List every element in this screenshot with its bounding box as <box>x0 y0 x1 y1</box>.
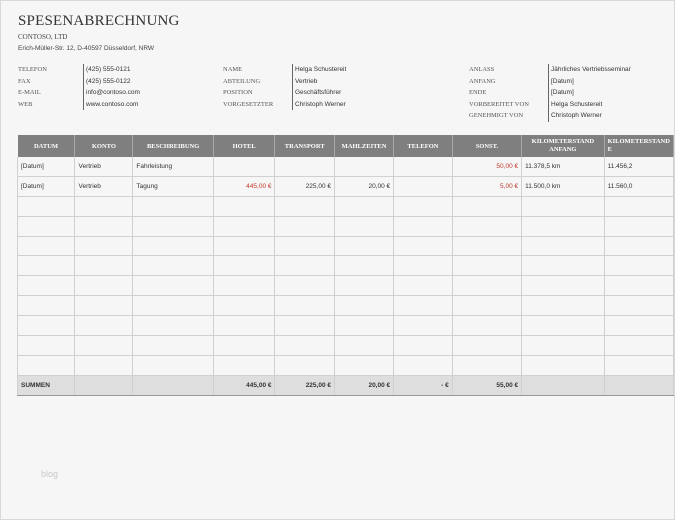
table-cell[interactable] <box>18 256 75 276</box>
table-cell[interactable] <box>335 336 394 356</box>
totals-hotel: 445,00 € <box>213 375 275 395</box>
column-header-konto[interactable]: KONTO <box>75 135 133 157</box>
contact-label: E-MAIL <box>18 89 41 96</box>
table-cell[interactable] <box>522 336 604 356</box>
table-cell[interactable] <box>452 196 521 216</box>
table-cell[interactable] <box>75 256 133 276</box>
table-cell[interactable] <box>275 336 335 356</box>
contact-value: (425) 555-0121 <box>86 66 131 73</box>
table-cell[interactable]: 11.500,0 km <box>522 176 604 196</box>
table-row-empty <box>18 236 674 256</box>
table-cell[interactable] <box>335 355 394 375</box>
table-cell[interactable] <box>75 316 133 336</box>
table-cell[interactable] <box>133 316 214 336</box>
table-cell[interactable]: [Datum] <box>18 176 75 196</box>
employee-label: VORGESETZTER <box>223 100 274 108</box>
table-cell[interactable]: 11.560,0 <box>604 176 673 196</box>
table-cell[interactable] <box>522 355 604 375</box>
table-cell[interactable] <box>335 296 394 316</box>
totals-cell <box>522 375 604 395</box>
table-cell[interactable] <box>18 196 75 216</box>
trip-label: ENDE <box>469 89 487 96</box>
table-row-empty <box>18 296 674 316</box>
table-cell[interactable] <box>394 355 453 375</box>
table-cell[interactable] <box>275 296 335 316</box>
table-cell[interactable] <box>275 216 335 236</box>
trip-value: [Datum] <box>551 89 574 96</box>
trip-label: ANFANG <box>469 77 496 85</box>
table-cell[interactable] <box>394 296 453 316</box>
contact-value: www.contoso.com <box>86 100 139 108</box>
table-cell[interactable] <box>133 256 214 276</box>
table-cell[interactable] <box>75 276 133 296</box>
column-header-km-anfang[interactable]: KILOMETERSTAND ANFANG <box>522 135 604 157</box>
table-cell[interactable] <box>335 256 394 276</box>
table-cell[interactable] <box>452 336 521 356</box>
table-cell[interactable] <box>133 236 214 256</box>
trip-value: [Datum] <box>551 77 574 85</box>
table-cell[interactable] <box>452 216 521 236</box>
column-header-hotel[interactable]: HOTEL <box>213 135 275 157</box>
table-cell[interactable] <box>604 355 673 375</box>
table-cell[interactable] <box>75 296 133 316</box>
table-cell[interactable] <box>452 256 521 276</box>
page-title: SPESENABRECHNUNG <box>18 13 180 29</box>
contact-label: WEB <box>18 100 33 108</box>
table-cell[interactable] <box>275 157 335 176</box>
column-header-beschreibung[interactable]: BESCHREIBUNG <box>133 135 214 157</box>
table-cell[interactable] <box>18 316 75 336</box>
table-cell[interactable] <box>394 256 453 276</box>
table-row-empty <box>18 216 674 236</box>
table-row <box>18 157 674 176</box>
table-header-row <box>18 135 674 157</box>
table-cell[interactable] <box>213 336 275 356</box>
table-cell[interactable] <box>604 336 673 356</box>
table-cell[interactable] <box>18 276 75 296</box>
table-cell[interactable] <box>275 316 335 336</box>
table-row <box>18 176 674 196</box>
table-cell[interactable] <box>604 216 673 236</box>
table-cell[interactable] <box>75 236 133 256</box>
contact-label: TELEFON <box>18 66 47 73</box>
table-row-empty <box>18 256 674 276</box>
table-cell[interactable] <box>394 157 453 176</box>
table-cell[interactable] <box>394 216 453 236</box>
table-cell[interactable] <box>452 236 521 256</box>
totals-mahlzeiten: 20,00 € <box>335 375 394 395</box>
table-row-empty <box>18 336 674 356</box>
table-cell[interactable]: 50,00 € <box>452 157 521 176</box>
table-cell[interactable] <box>394 276 453 296</box>
employee-value: Vertrieb <box>295 77 318 85</box>
table-cell[interactable] <box>452 355 521 375</box>
trip-label: VORBEREITET VON <box>469 100 529 108</box>
table-cell[interactable] <box>275 236 335 256</box>
table-cell[interactable] <box>335 236 394 256</box>
table-cell[interactable] <box>213 256 275 276</box>
column-header-datum[interactable]: DATUM <box>18 135 75 157</box>
trip-value: Helga Schustereit <box>551 100 603 108</box>
table-cell[interactable] <box>604 276 673 296</box>
table-cell[interactable] <box>335 276 394 296</box>
table-cell[interactable] <box>18 216 75 236</box>
table-cell[interactable]: Tagung <box>133 176 214 196</box>
trip-label: GENEHMIGT VON <box>469 112 524 119</box>
table-row-empty <box>18 276 674 296</box>
table-cell[interactable] <box>75 355 133 375</box>
contact-value: info@contoso.com <box>86 89 140 96</box>
table-cell[interactable] <box>133 196 214 216</box>
table-cell[interactable] <box>522 316 604 336</box>
contact-values <box>83 64 140 110</box>
table-cell[interactable] <box>335 316 394 336</box>
table-row-empty <box>18 355 674 375</box>
table-cell[interactable] <box>604 196 673 216</box>
table-cell[interactable] <box>133 336 214 356</box>
table-cell[interactable] <box>604 236 673 256</box>
table-cell[interactable] <box>275 256 335 276</box>
table-cell[interactable]: 20,00 € <box>335 176 394 196</box>
table-cell[interactable] <box>18 236 75 256</box>
trip-value: Christoph Werner <box>551 112 602 119</box>
table-cell[interactable] <box>522 296 604 316</box>
column-header-km-ende[interactable]: KILOMETERSTAND E <box>604 135 673 157</box>
employee-value: Christoph Werner <box>295 100 346 108</box>
table-cell[interactable] <box>275 196 335 216</box>
table-cell[interactable]: [Datum] <box>18 157 75 176</box>
totals-cell <box>604 375 673 395</box>
table-cell[interactable]: Vertrieb <box>75 157 133 176</box>
totals-telefon: - € <box>394 375 453 395</box>
table-cell[interactable] <box>275 355 335 375</box>
table-cell[interactable] <box>452 316 521 336</box>
table-cell[interactable]: Vertrieb <box>75 176 133 196</box>
contact-labels <box>18 64 47 110</box>
employee-value: Helga Schustereit <box>295 66 347 73</box>
table-cell[interactable] <box>18 355 75 375</box>
table-cell[interactable] <box>604 296 673 316</box>
table-cell[interactable] <box>522 276 604 296</box>
trip-labels <box>469 64 529 122</box>
table-cell[interactable]: Fahrleistung <box>133 157 214 176</box>
table-cell[interactable] <box>522 196 604 216</box>
employee-labels <box>223 64 273 110</box>
table-cell[interactable] <box>275 276 335 296</box>
employee-value: Geschäftsführer <box>295 89 342 96</box>
table-cell[interactable] <box>335 216 394 236</box>
employee-values <box>292 64 346 110</box>
table-cell[interactable] <box>75 336 133 356</box>
trip-values <box>548 64 631 122</box>
table-cell[interactable] <box>213 316 275 336</box>
table-cell[interactable] <box>75 196 133 216</box>
table-cell[interactable] <box>394 316 453 336</box>
watermark-text: blog <box>41 469 59 479</box>
table-cell[interactable] <box>133 216 214 236</box>
table-cell[interactable] <box>394 176 453 196</box>
table-cell[interactable] <box>133 296 214 316</box>
table-cell[interactable] <box>213 236 275 256</box>
table-cell[interactable] <box>133 276 214 296</box>
table-row-empty <box>18 196 674 216</box>
totals-row <box>18 375 674 395</box>
table-cell[interactable] <box>394 236 453 256</box>
table-cell[interactable] <box>522 236 604 256</box>
column-header-mahlzeiten[interactable]: MAHLZEITEN <box>335 135 394 157</box>
table-cell[interactable] <box>75 216 133 236</box>
contact-value: (425) 555-0122 <box>86 77 131 85</box>
table-cell[interactable] <box>335 157 394 176</box>
table-cell[interactable] <box>452 276 521 296</box>
table-cell[interactable] <box>213 216 275 236</box>
totals-cell <box>133 375 214 395</box>
table-row-empty <box>18 316 674 336</box>
totals-transport: 225,00 € <box>275 375 335 395</box>
column-header-telefon[interactable]: TELEFON <box>394 135 453 157</box>
table-cell[interactable] <box>213 157 275 176</box>
employee-label: POSITION <box>223 89 253 96</box>
column-header-sonst[interactable]: SONST. <box>452 135 521 157</box>
table-cell[interactable] <box>604 256 673 276</box>
table-cell[interactable] <box>213 296 275 316</box>
totals-cell <box>75 375 133 395</box>
table-cell[interactable] <box>452 296 521 316</box>
table-cell[interactable]: 11.378,5 km <box>522 157 604 176</box>
table-cell[interactable] <box>213 276 275 296</box>
contact-label: FAX <box>18 77 31 85</box>
table-cell[interactable]: 5,00 € <box>452 176 521 196</box>
table-cell[interactable] <box>18 336 75 356</box>
table-cell[interactable] <box>18 296 75 316</box>
table-body <box>18 157 674 196</box>
table-cell[interactable]: 11.456,2 <box>604 157 673 176</box>
totals-sonst: 55,00 € <box>452 375 521 395</box>
employee-label: NAME <box>223 66 243 73</box>
table-cell[interactable] <box>394 336 453 356</box>
table-cell[interactable] <box>522 216 604 236</box>
totals-label: SUMMEN <box>18 375 75 395</box>
trip-value: Jährliches Vertriebsseminar <box>551 66 631 73</box>
company-address: Erich-Müller-Str. 12, D-40597 Düsseldorf, NRW <box>18 45 155 52</box>
table-cell[interactable] <box>394 196 453 216</box>
table-cell[interactable] <box>213 196 275 216</box>
table-cell[interactable] <box>213 355 275 375</box>
company-name: CONTOSO, LTD <box>18 33 68 41</box>
empty-rows <box>18 196 674 375</box>
table-cell[interactable] <box>604 316 673 336</box>
employee-label: ABTEILUNG <box>223 77 261 85</box>
table-cell[interactable] <box>522 256 604 276</box>
expense-table <box>17 135 674 396</box>
table-cell[interactable]: 225,00 € <box>275 176 335 196</box>
trip-label: ANLASS <box>469 66 495 73</box>
table-cell[interactable] <box>133 355 214 375</box>
column-header-transport[interactable]: TRANSPORT <box>275 135 335 157</box>
table-cell[interactable]: 445,00 € <box>213 176 275 196</box>
table-cell[interactable] <box>335 196 394 216</box>
